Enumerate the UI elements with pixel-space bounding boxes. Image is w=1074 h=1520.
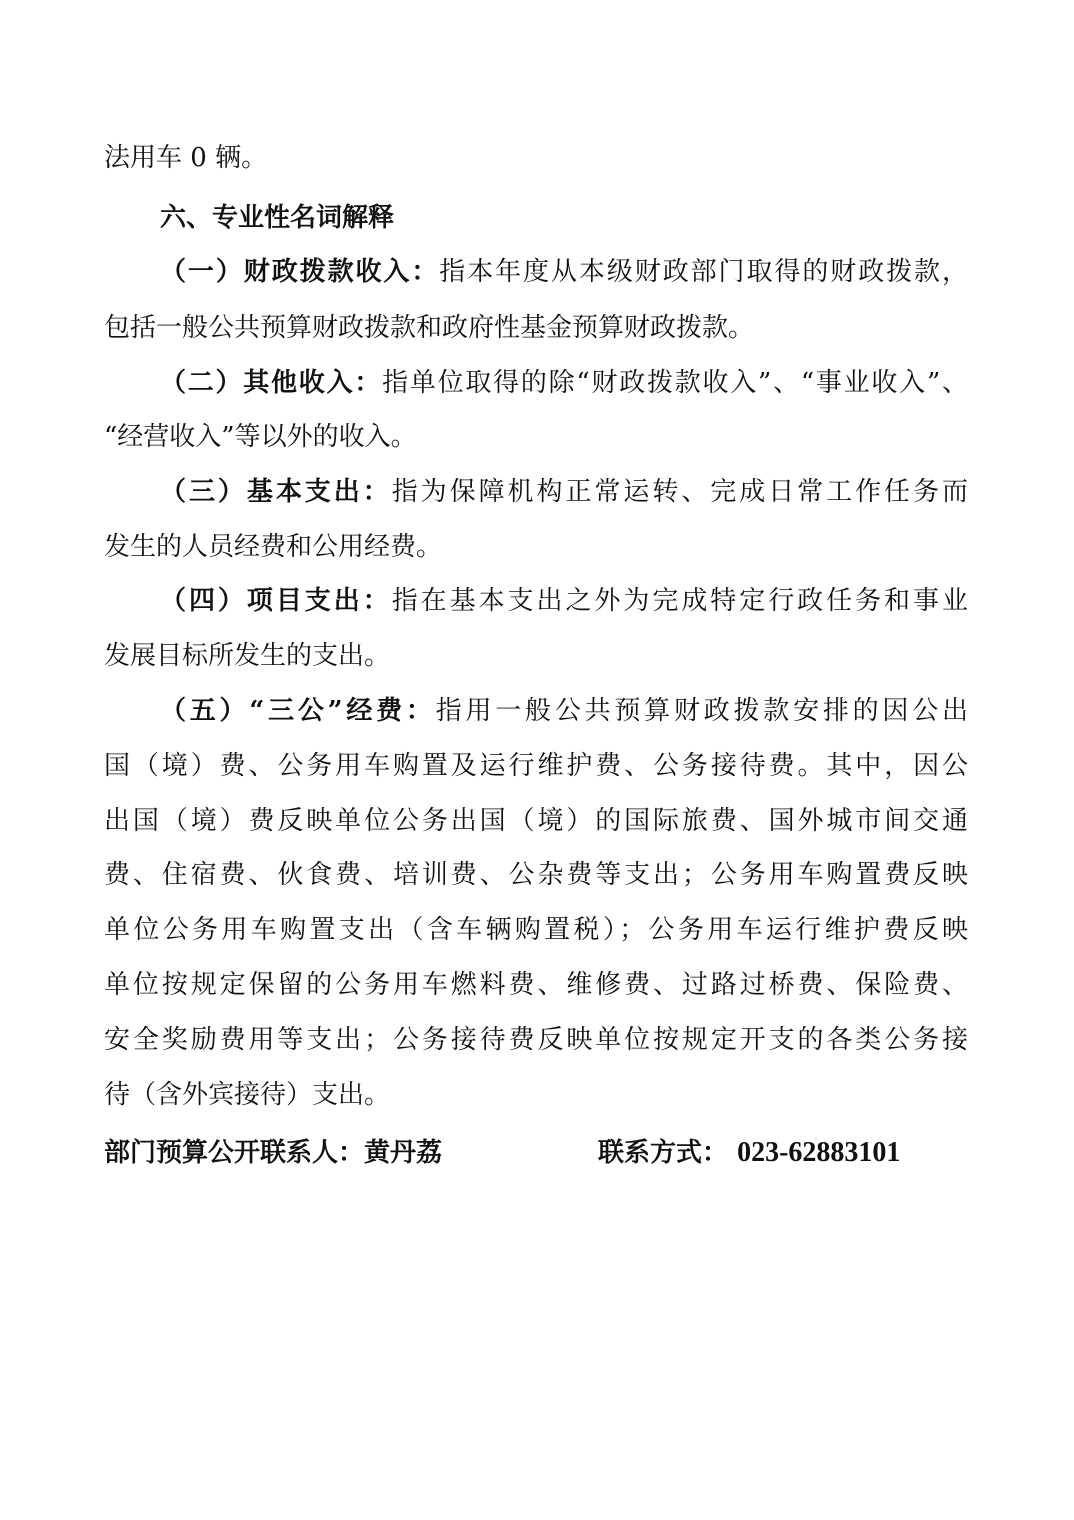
paragraph-line: 发生的人员经费和公用经费。: [104, 532, 443, 562]
paragraph-line: [160, 694, 968, 728]
term-label: （三）基本支出：: [160, 477, 392, 507]
paragraph-line: “经营收入”等以外的收入。: [104, 422, 417, 452]
term-label: （四）项目支出：: [160, 586, 392, 616]
paragraph-line: 单位公务用车购置支出（含车辆购置税）；公务用车运行维护费反映: [104, 915, 968, 945]
term-label: （一）财政拨款收入：: [160, 257, 440, 287]
contact-method-label: 联系方式：: [598, 1138, 729, 1168]
term-definition: 指用一般公共预算财政拨款安排的因公出: [435, 696, 968, 726]
paragraph-line: [160, 475, 968, 509]
contact-person: 部门预算公开联系人：黄丹荔: [104, 1138, 443, 1168]
paragraph-line: [160, 255, 968, 289]
paragraph-line: 包括一般公共预算财政拨款和政府性基金预算财政拨款。: [104, 313, 755, 343]
contact-phone: 023-62883101: [737, 1137, 901, 1168]
paragraph-line: 待（含外宾接待）支出。: [104, 1080, 391, 1110]
section-heading: 六、专业性名词解释: [160, 203, 395, 233]
paragraph-line: 单位按规定保留的公务用车燃料费、维修费、过路过桥费、保险费、: [104, 970, 968, 1000]
paragraph-line: 安全奖励费用等支出；公务接待费反映单位按规定开支的各类公务接: [104, 1025, 968, 1055]
term-label: （二）其他收入：: [160, 368, 383, 398]
paragraph-line: [160, 584, 968, 618]
paragraph-line: 发展目标所发生的支出。: [104, 641, 391, 671]
paragraph-line: 国（境）费、公务用车购置及运行维护费、公务接待费。其中，因公: [104, 751, 968, 781]
contact-method: [598, 1136, 900, 1170]
term-label: （五）“三公”经费：: [160, 696, 436, 726]
term-definition: 指单位取得的除“财政拨款收入”、“事业收入”、: [382, 368, 968, 398]
paragraph-line: [160, 366, 968, 400]
term-definition: 指为保障机构正常运转、完成日常工作任务而: [391, 477, 968, 507]
text-line: 法用车 0 辆。: [104, 143, 268, 173]
term-definition: 指在基本支出之外为完成特定行政任务和事业: [391, 586, 968, 616]
paragraph-line: 出国（境）费反映单位公务出国（境）的国际旅费、国外城市间交通: [104, 806, 968, 836]
paragraph-line: 费、住宿费、伙食费、培训费、公杂费等支出；公务用车购置费反映: [104, 860, 968, 890]
term-definition: 指本年度从本级财政部门取得的财政拨款，: [439, 257, 968, 287]
